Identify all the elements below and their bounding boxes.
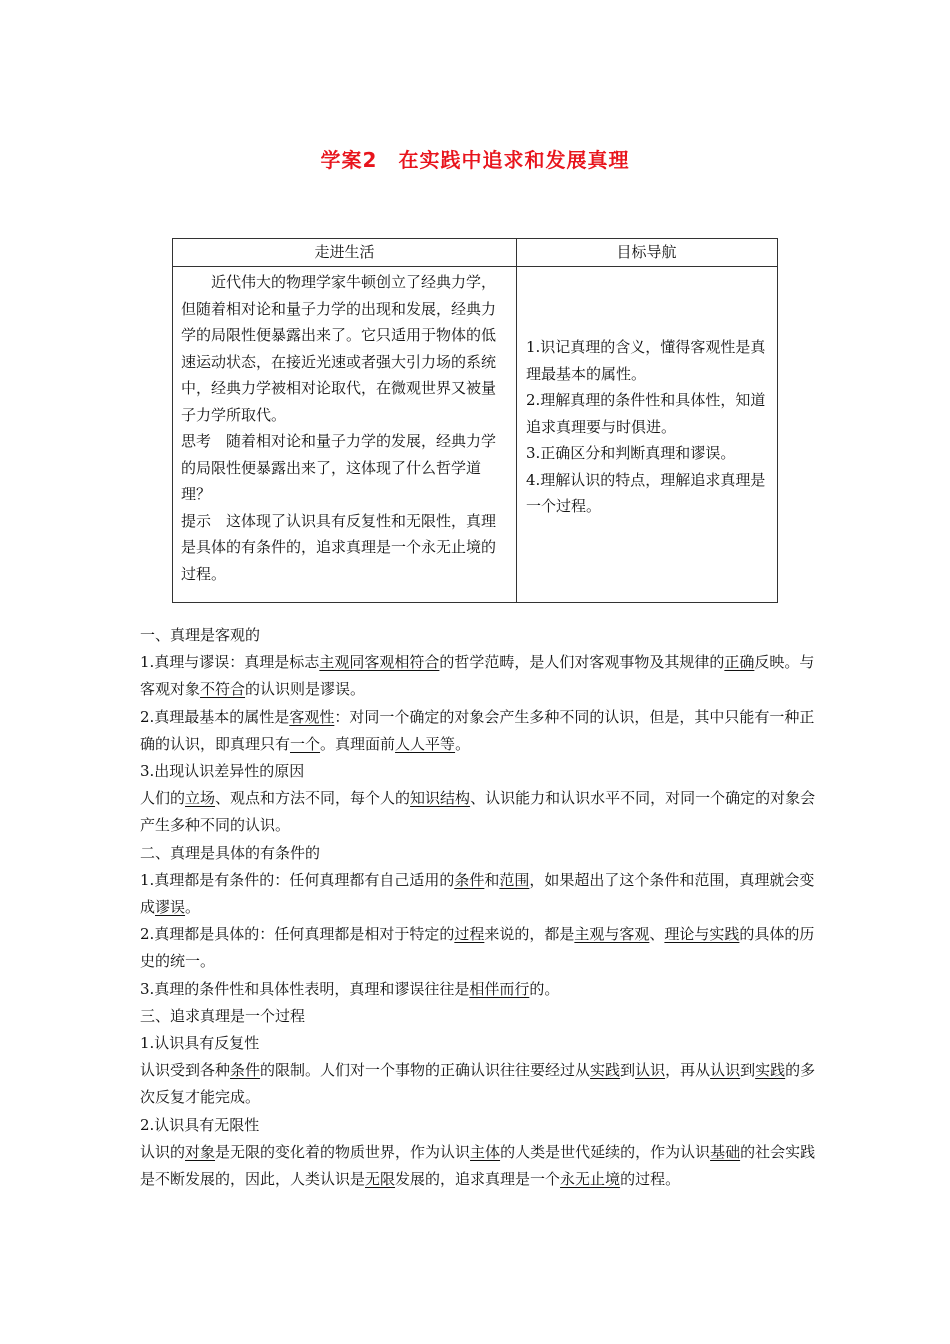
- text: 的。: [529, 979, 560, 998]
- goal-item: 3.正确区分和判断真理和谬误。: [526, 444, 736, 462]
- blank-answer: 主观同客观相符合: [319, 653, 440, 672]
- text: 。: [185, 898, 201, 917]
- text: 3.真理的条件性和具体性表明，真理和谬误往往是: [140, 979, 470, 998]
- text: 发展的，追求真理是一个: [395, 1170, 561, 1189]
- text: 、认识能力和认识水平不同，对同一个确定的对象会产生多种不同的认识。: [140, 789, 816, 835]
- paragraph: [140, 1139, 818, 1193]
- think-label: 思考: [181, 432, 212, 450]
- paragraph: [140, 649, 818, 703]
- section-heading: 二、真理是具体的有条件的: [140, 843, 321, 862]
- text: 的过程。: [620, 1170, 681, 1189]
- text: 是无限的变化着的物质世界，作为认识: [215, 1142, 471, 1161]
- paragraph: [140, 1057, 818, 1111]
- text: 2.真理最基本的属性是: [140, 707, 290, 726]
- text: 来说的，都是: [484, 925, 575, 944]
- text: 的人类是世代延续的，作为认识: [500, 1142, 711, 1161]
- text: 到: [620, 1061, 636, 1080]
- blank-answer: 条件: [454, 870, 485, 889]
- text: ：对同一个确定的对象会产生多种不同的认识，但是，其中只能有一种正确的认识，即真理只有: [140, 707, 815, 753]
- page-title: 学案2 在实践中追求和发展真理: [320, 148, 630, 172]
- column-divider: [516, 239, 517, 602]
- goal-item: 4.理解认识的特点，理解追求真理是一个过程。: [526, 470, 766, 515]
- hint-text: 这体现了认识具有反复性和无限性，真理是具体的有条件的，追求真理是一个永无止境的过程。: [181, 511, 497, 583]
- goal-item: 1.识记真理的含义，懂得客观性是真理最基本的属性。: [526, 338, 766, 383]
- section-heading: 三、追求真理是一个过程: [140, 1006, 306, 1025]
- header-goals: 目标导航: [516, 239, 777, 267]
- blank-answer: 主观与客观: [574, 925, 650, 944]
- main-content: [140, 622, 818, 1193]
- text: 、: [649, 925, 665, 944]
- blank-answer: 客观性: [289, 707, 335, 726]
- text: 和: [484, 870, 500, 889]
- text: 的社会实践是不断发展的，因此，人类认识是: [140, 1142, 816, 1189]
- subheading: 1.认识具有反复性: [140, 1034, 260, 1053]
- blank-answer: 一个: [290, 734, 321, 753]
- text: 2.真理都是具体的：任何真理都是相对于特定的: [140, 925, 455, 944]
- blank-answer: 立场: [185, 789, 216, 808]
- text: 认识的: [140, 1142, 186, 1161]
- text: 的多次反复才能完成。: [140, 1061, 816, 1107]
- blank-answer: 理论与实践: [664, 925, 740, 944]
- hint-paragraph: [181, 508, 509, 588]
- header-life: 走进生活: [173, 239, 516, 267]
- text: 1.真理都是有条件的：任何真理都有自己适用的: [140, 870, 455, 889]
- blank-answer: 无限: [365, 1170, 396, 1189]
- text: 的认识则是谬误。: [245, 680, 366, 699]
- text: 反映。与客观对象: [140, 653, 815, 699]
- text: ，再从: [665, 1061, 711, 1080]
- blank-answer: 主体: [470, 1142, 501, 1161]
- blank-answer: 相伴而行: [469, 979, 530, 998]
- intro-table: [172, 238, 778, 603]
- paragraph: [140, 976, 818, 1003]
- text: 1.真理与谬误：真理是标志: [140, 653, 320, 672]
- blank-answer: 实践: [590, 1061, 621, 1080]
- text: 的具体的历史的统一。: [140, 925, 815, 971]
- text: ，如果超出了这个条件和范围，真理就会变成: [140, 870, 815, 917]
- paragraph: [140, 704, 818, 758]
- think-paragraph: [181, 428, 509, 508]
- blank-answer: 基础: [710, 1142, 741, 1161]
- paragraph: [140, 785, 818, 839]
- paragraph: [140, 867, 818, 921]
- blank-answer: 不符合: [200, 680, 246, 699]
- life-cell: [181, 269, 509, 587]
- blank-answer: 谬误: [155, 898, 186, 917]
- blank-answer: 实践: [755, 1061, 786, 1080]
- text: 到: [740, 1061, 756, 1080]
- subheading: 3.出现认识差异性的原因: [140, 762, 305, 781]
- story-text: 近代伟大的物理学家牛顿创立了经典力学，但随着相对论和量子力学的出现和发展，经典力学的局限性便暴露出来了。它只适用于物体的低速运动状态，在接近光速或者强大引力场的系统中，经典力学被相对论取代，在微观世界又被量子力学所取代。: [181, 273, 497, 424]
- goals-cell: [526, 334, 770, 520]
- text: 认识受到各种: [140, 1061, 231, 1080]
- blank-answer: 认识: [635, 1061, 666, 1080]
- blank-answer: 正确: [724, 653, 755, 672]
- blank-answer: 永无止境: [560, 1170, 621, 1189]
- text: 的限制。人们对一个事物的正确认识往往要经过从: [260, 1061, 591, 1080]
- blank-answer: 范围: [499, 870, 530, 889]
- text: 的哲学范畴，是人们对客观事物及其规律的: [439, 653, 725, 672]
- blank-answer: 认识: [710, 1061, 741, 1080]
- subheading: 2.认识具有无限性: [140, 1115, 260, 1134]
- blank-answer: 人人平等: [395, 734, 456, 753]
- think-text: 随着相对论和量子力学的发展，经典力学的局限性便暴露出来了，这体现了什么哲学道理？: [181, 432, 497, 503]
- text: 、观点和方法不同，每个人的: [215, 789, 411, 808]
- text: 。: [455, 734, 471, 753]
- text: 人们的: [140, 789, 186, 808]
- goal-item: 2.理解真理的条件性和具体性，知道追求真理要与时俱进。: [526, 391, 766, 436]
- hint-label: 提示: [181, 511, 212, 530]
- section-heading: 一、真理是客观的: [140, 626, 261, 644]
- paragraph: [140, 921, 818, 975]
- blank-answer: 知识结构: [410, 789, 471, 808]
- text: 。真理面前: [320, 734, 396, 753]
- blank-answer: 过程: [454, 925, 485, 944]
- blank-answer: 条件: [230, 1061, 261, 1080]
- blank-answer: 对象: [185, 1142, 216, 1161]
